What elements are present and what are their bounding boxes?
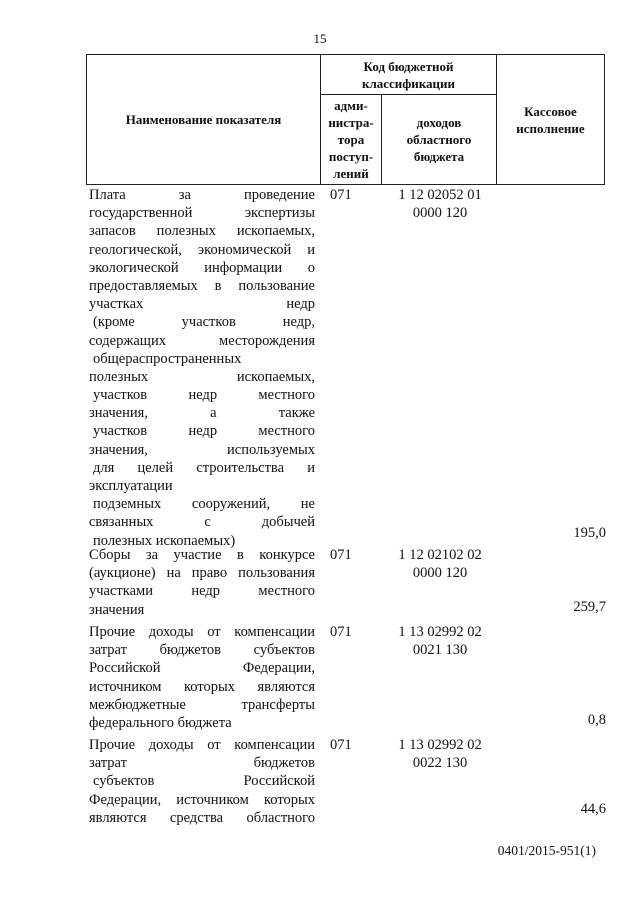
row-cash-amount: 44,6 bbox=[580, 801, 606, 817]
row-cash-amount: 259,7 bbox=[573, 599, 606, 615]
row-admin-code: 071 bbox=[330, 737, 352, 753]
header-regional-budget-income-label: доходов областного бюджета bbox=[406, 115, 472, 164]
name-line: участков недр местного bbox=[93, 423, 315, 440]
row-budget-code: 1 12 02102 02 0000 120 bbox=[398, 547, 482, 582]
name-line: Плата за проведение bbox=[89, 187, 315, 203]
row-budget-code: 1 12 02052 01 0000 120 bbox=[398, 187, 482, 222]
name-line: эксплуатации bbox=[89, 478, 173, 494]
name-line: участках недр bbox=[89, 296, 315, 313]
header-revenue-administrator bbox=[320, 94, 382, 185]
name-line: предоставляемых в пользование bbox=[89, 277, 315, 294]
name-line: участками недр местного bbox=[89, 583, 315, 600]
name-line: межбюджетные трансферты bbox=[89, 696, 315, 713]
header-revenue-administrator-label: адми- нистра- тора поступ- лений bbox=[328, 98, 374, 181]
name-line: экологической информации о bbox=[89, 259, 315, 276]
name-line: общераспространенных bbox=[93, 350, 242, 367]
name-line: значения bbox=[89, 601, 145, 618]
name-line: Прочие доходы от компенсации bbox=[89, 624, 315, 640]
row-indicator-name bbox=[89, 736, 315, 827]
name-line: подземных сооружений, не bbox=[93, 496, 315, 513]
row-admin-code: 071 bbox=[330, 624, 352, 640]
header-budget-classification-code bbox=[320, 54, 497, 95]
row-admin-code: 071 bbox=[330, 547, 352, 563]
name-line: связанных с добычей bbox=[89, 514, 315, 531]
row-cash-amount: 195,0 bbox=[573, 525, 606, 541]
header-cash-execution-label: Кассовое исполнение bbox=[516, 103, 585, 136]
name-line: федерального бюджета bbox=[89, 714, 232, 731]
document-code: 0401/2015-951(1) bbox=[497, 843, 596, 858]
name-line: Федерации, источником которых bbox=[89, 791, 315, 808]
row-indicator-name bbox=[89, 186, 315, 550]
row-indicator-name bbox=[89, 546, 315, 619]
name-line: Российской Федерации, bbox=[89, 660, 315, 677]
name-line: источником которых являются bbox=[89, 678, 315, 695]
row-admin-code: 071 bbox=[330, 187, 352, 203]
name-line: геологической, экономической и bbox=[89, 241, 315, 258]
row-budget-code: 1 13 02992 02 0021 130 bbox=[398, 624, 482, 659]
name-line: (кроме участков недр, bbox=[93, 314, 315, 331]
page-number: 15 bbox=[313, 31, 327, 46]
name-line: полезных ископаемых) bbox=[93, 532, 236, 549]
name-line: Сборы за участие в конкурсе bbox=[89, 547, 315, 563]
name-line: затрат бюджетов субъектов bbox=[89, 642, 315, 659]
row-cash-amount: 0,8 bbox=[587, 712, 606, 728]
name-line: значения, а также bbox=[89, 405, 315, 422]
name-line: участков недр местного bbox=[93, 387, 315, 404]
name-line: содержащих месторождения bbox=[89, 332, 315, 349]
header-regional-budget-income bbox=[381, 94, 497, 185]
row-indicator-name bbox=[89, 623, 315, 732]
header-indicator-name bbox=[86, 54, 321, 185]
name-line: запасов полезных ископаемых, bbox=[89, 223, 315, 240]
name-line: субъектов Российской bbox=[93, 773, 315, 790]
header-indicator-name-label: Наименование показателя bbox=[125, 112, 282, 127]
name-line: государственной экспертизы bbox=[89, 205, 315, 222]
name-line: Прочие доходы от компенсации bbox=[89, 737, 315, 753]
header-cash-execution bbox=[496, 54, 605, 185]
name-line: (аукционе) на право пользования bbox=[89, 565, 315, 582]
name-line: являются средства областного bbox=[89, 809, 315, 826]
name-line: для целей строительства и bbox=[93, 459, 315, 476]
header-budget-classification-code-label: Код бюджетной классификации bbox=[361, 58, 456, 91]
name-line: затрат бюджетов bbox=[89, 755, 315, 772]
name-line: значения, используемых bbox=[89, 441, 315, 458]
name-line: полезных ископаемых, bbox=[89, 368, 315, 385]
row-budget-code: 1 13 02992 02 0022 130 bbox=[398, 737, 482, 772]
